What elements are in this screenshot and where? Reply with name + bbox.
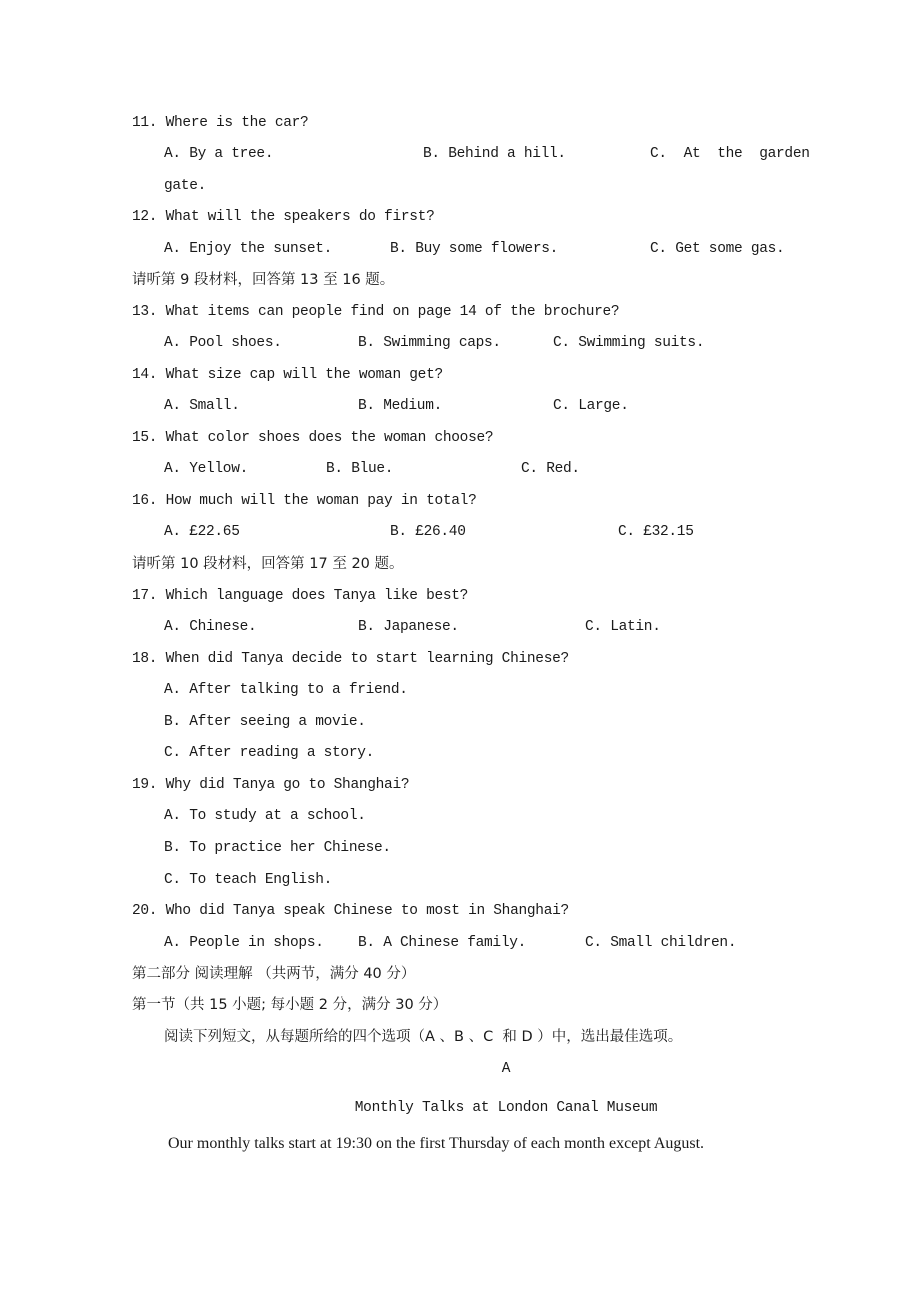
q13-option-c: C. Swimming suits. — [553, 335, 705, 351]
q19-option-c: C. To teach English. — [164, 872, 333, 888]
q15-option-a: A. Yellow. — [164, 461, 249, 477]
question-text: Why did Tanya go to Shanghai? — [165, 777, 410, 793]
q16-option-a: A. £22.65 — [164, 524, 240, 540]
q12-option-b: B. Buy some flowers. — [390, 241, 559, 257]
question-18 — [132, 649, 569, 669]
q17-option-a: A. Chinese. — [164, 619, 257, 635]
q12-option-a: A. Enjoy the sunset. — [164, 241, 333, 257]
question-14 — [132, 365, 443, 385]
passage-letter: A — [501, 1061, 511, 1077]
question-19 — [132, 775, 409, 795]
q14-option-b: B. Medium. — [358, 398, 443, 414]
question-text: Who did Tanya speak Chinese to most in Shanghai? — [165, 903, 569, 919]
question-20 — [132, 901, 569, 921]
question-number: 20. — [132, 903, 158, 919]
question-number: 15. — [132, 430, 158, 446]
question-text: Which language does Tanya like best? — [165, 588, 469, 604]
question-number: 12. — [132, 209, 158, 225]
section-1-heading: 第一节（共 15 小题; 每小题 2 分，满分 30 分） — [132, 997, 448, 1013]
q14-option-a: A. Small. — [164, 398, 240, 414]
question-number: 13. — [132, 304, 158, 320]
q19-option-a: A. To study at a school. — [164, 808, 366, 824]
q11-option-b: B. Behind a hill. — [423, 146, 566, 162]
question-text: What items can people find on page 14 of the brochure? — [165, 304, 620, 320]
part-2-heading: 第二部分 阅读理解 （共两节，满分 40 分） — [132, 966, 416, 982]
question-11 — [132, 113, 308, 133]
q16-option-c: C. £32.15 — [618, 524, 694, 540]
reading-directions: 阅读下列短文，从每题所给的四个选项（A 、B 、C 和 D ）中，选出最佳选项。 — [164, 1029, 683, 1045]
q12-option-c: C. Get some gas. — [650, 241, 785, 257]
section-10-instruction: 请听第 10 段材料，回答第 17 至 20 题。 — [132, 556, 404, 572]
q18-option-b: B. After seeing a movie. — [164, 714, 366, 730]
question-text: What will the speakers do first? — [165, 209, 435, 225]
q11-option-c-continued: gate. — [164, 178, 207, 194]
q18-option-a: A. After talking to a friend. — [164, 682, 408, 698]
q20-option-c: C. Small children. — [585, 935, 737, 951]
question-15 — [132, 428, 493, 448]
q14-option-c: C. Large. — [553, 398, 629, 414]
q16-option-b: B. £26.40 — [390, 524, 466, 540]
q13-option-b: B. Swimming caps. — [358, 335, 501, 351]
q19-option-b: B. To practice her Chinese. — [164, 840, 391, 856]
question-17 — [132, 586, 468, 606]
q15-option-c: C. Red. — [521, 461, 580, 477]
question-number: 14. — [132, 367, 158, 383]
q11-option-c: C. At the garden — [650, 146, 810, 162]
question-16 — [132, 491, 476, 511]
question-text: Where is the car? — [165, 115, 309, 131]
question-12 — [132, 207, 434, 227]
question-number: 11. — [132, 115, 158, 131]
q11-option-a: A. By a tree. — [164, 146, 274, 162]
passage-first-line: Our monthly talks start at 19:30 on the first Thursday of each month except August. — [168, 1135, 705, 1152]
question-text: What color shoes does the woman choose? — [165, 430, 494, 446]
q17-option-b: B. Japanese. — [358, 619, 459, 635]
question-text: When did Tanya decide to start learning Chinese? — [165, 651, 569, 667]
q15-option-b: B. Blue. — [326, 461, 394, 477]
question-number: 17. — [132, 588, 158, 604]
question-text: How much will the woman pay in total? — [165, 493, 477, 509]
question-number: 19. — [132, 777, 158, 793]
question-13 — [132, 302, 619, 322]
passage-title: Monthly Talks at London Canal Museum — [354, 1100, 658, 1116]
section-9-instruction: 请听第 9 段材料，回答第 13 至 16 题。 — [132, 272, 395, 288]
question-text: What size cap will the woman get? — [165, 367, 443, 383]
q13-option-a: A. Pool shoes. — [164, 335, 282, 351]
q20-option-a: A. People in shops. — [164, 935, 324, 951]
q20-option-b: B. A Chinese family. — [358, 935, 527, 951]
q18-option-c: C. After reading a story. — [164, 745, 375, 761]
q17-option-c: C. Latin. — [585, 619, 661, 635]
question-number: 18. — [132, 651, 158, 667]
question-number: 16. — [132, 493, 158, 509]
